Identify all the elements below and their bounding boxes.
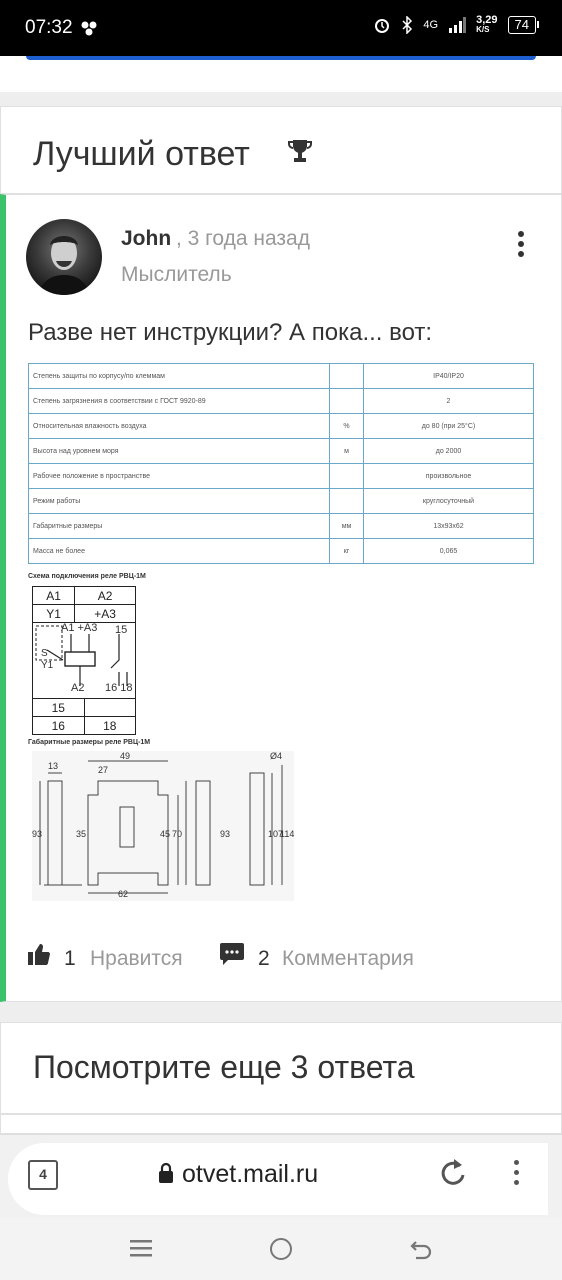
spec-row [29,539,534,564]
alarm-icon [373,16,391,34]
spec-row [29,464,534,489]
spec-cell-unit: мм [330,514,364,539]
spec-cell-value: IP40/IP20 [364,364,534,389]
tab-switcher-button[interactable]: 4 [28,1160,58,1190]
reload-icon[interactable] [438,1157,468,1189]
spec-cell-unit [330,389,364,414]
status-bar [0,0,562,56]
circuit-label: Y1 [41,660,54,671]
thumbs-up-icon[interactable] [28,943,50,965]
spec-row [29,514,534,539]
dim-label: Ø4 [270,751,283,761]
network-speed: 3,29 [476,14,498,26]
url-text[interactable]: otvet.mail.ru [182,1160,319,1188]
dim-label: 107 [268,829,284,839]
spec-row [29,364,534,389]
schema-bottom-table [32,698,136,735]
spec-cell-param: Высота над уровнем моря [29,439,330,464]
more-vertical-icon[interactable] [518,231,526,259]
spec-cell-unit: % [330,414,364,439]
spec-cell-param: Габаритные размеры [29,514,330,539]
dim-label: 93 [32,829,43,839]
home-icon[interactable] [270,1238,292,1260]
circuit-label: S [41,648,48,659]
schema-cell: A1 [33,587,75,605]
dim-label: 45 [160,829,171,839]
battery-indicator: 74 [508,16,536,34]
schema-cell: 16 [33,717,85,735]
trophy-icon [288,138,312,164]
dims-title: Габаритные размеры реле РВЦ-1М [28,739,151,746]
spec-cell-value: 0,065 [364,539,534,564]
like-button[interactable]: Нравится [90,947,183,970]
avatar[interactable] [26,219,102,295]
circuit-label: 16 18 [105,682,133,694]
spec-cell-param: Режим работы [29,489,330,514]
author-rank: Мыслитель [121,263,232,286]
answer-image[interactable] [28,363,540,903]
comments-button[interactable]: Комментария [282,947,414,970]
dim-label: 13 [48,761,59,771]
spec-cell-param: Относительная влажность воздуха [29,414,330,439]
circuit-diagram [32,622,136,698]
network-type: 4G [423,19,439,31]
spec-row [29,439,534,464]
answer-time: , 3 года назад [176,227,310,250]
bluetooth-icon [401,16,413,34]
circuit-label: 15 [115,624,128,636]
spec-cell-param: Масса не более [29,539,330,564]
next-card-top [0,1114,562,1134]
dimensions-drawing [32,751,294,901]
author-name[interactable]: John [121,227,172,250]
spec-table [28,363,534,564]
spec-cell-value: произвольное [364,464,534,489]
schema-cell: A2 [75,587,136,605]
signal-icon [448,17,466,33]
best-answer-heading: Лучший ответ [33,135,250,173]
spec-cell-value: круглосуточный [364,489,534,514]
browser-menu-icon[interactable] [512,1160,520,1190]
dim-label: 93 [220,829,231,839]
circuit-label: A1 +A3 [61,622,98,634]
spec-row [29,389,534,414]
spec-row [29,489,534,514]
answer-card [0,194,562,1002]
schema-cell [84,699,136,717]
spec-cell-param: Степень защиты по корпусу/по клеммам [29,364,330,389]
dim-label: 62 [118,889,129,899]
dim-label: 114 [280,829,295,839]
spec-cell-value: 2 [364,389,534,414]
schema-cell: +A3 [75,605,136,623]
spec-cell-unit: м [330,439,364,464]
dim-label: 35 [76,829,87,839]
spec-cell-unit [330,489,364,514]
spec-cell-value: 13х93х62 [364,514,534,539]
spec-cell-param: Рабочее положение в пространстве [29,464,330,489]
lock-icon [158,1162,174,1184]
dim-label: 27 [98,765,109,775]
dim-label: 49 [120,751,131,761]
dim-label: 70 [172,829,183,839]
spec-cell-value: до 80 (при 25°С) [364,414,534,439]
schema-top-table [32,586,136,623]
spec-cell-param: Степень загрязнения в соответствии с ГОСТ 9920-89 [29,389,330,414]
more-answers-heading: Посмотрите еще 3 ответа [33,1049,415,1085]
spec-cell-value: до 2000 [364,439,534,464]
spec-cell-unit [330,464,364,489]
circuit-label: A2 [71,682,85,694]
spec-cell-unit [330,364,364,389]
comments-count: 2 [258,947,270,970]
back-icon[interactable] [410,1238,432,1260]
more-answers-link[interactable] [0,1022,562,1114]
schema-cell: 18 [84,717,136,735]
schema-cell: Y1 [33,605,75,623]
notification-icon [80,20,98,36]
network-speed-unit: K/S [476,25,490,34]
schema-cell: 15 [33,699,85,717]
spec-cell-unit: кг [330,539,364,564]
comment-icon[interactable] [220,943,244,965]
answer-text: Разве нет инструкции? А пока... вот: [28,319,433,346]
schema-title: Схема подключения реле РВЦ-1М [28,573,146,580]
previous-card-bottom [0,56,562,92]
menu-icon[interactable] [130,1238,152,1258]
status-time: 07:32 [25,17,73,38]
best-answer-header [0,106,562,194]
spec-row [29,414,534,439]
likes-count: 1 [64,947,76,970]
